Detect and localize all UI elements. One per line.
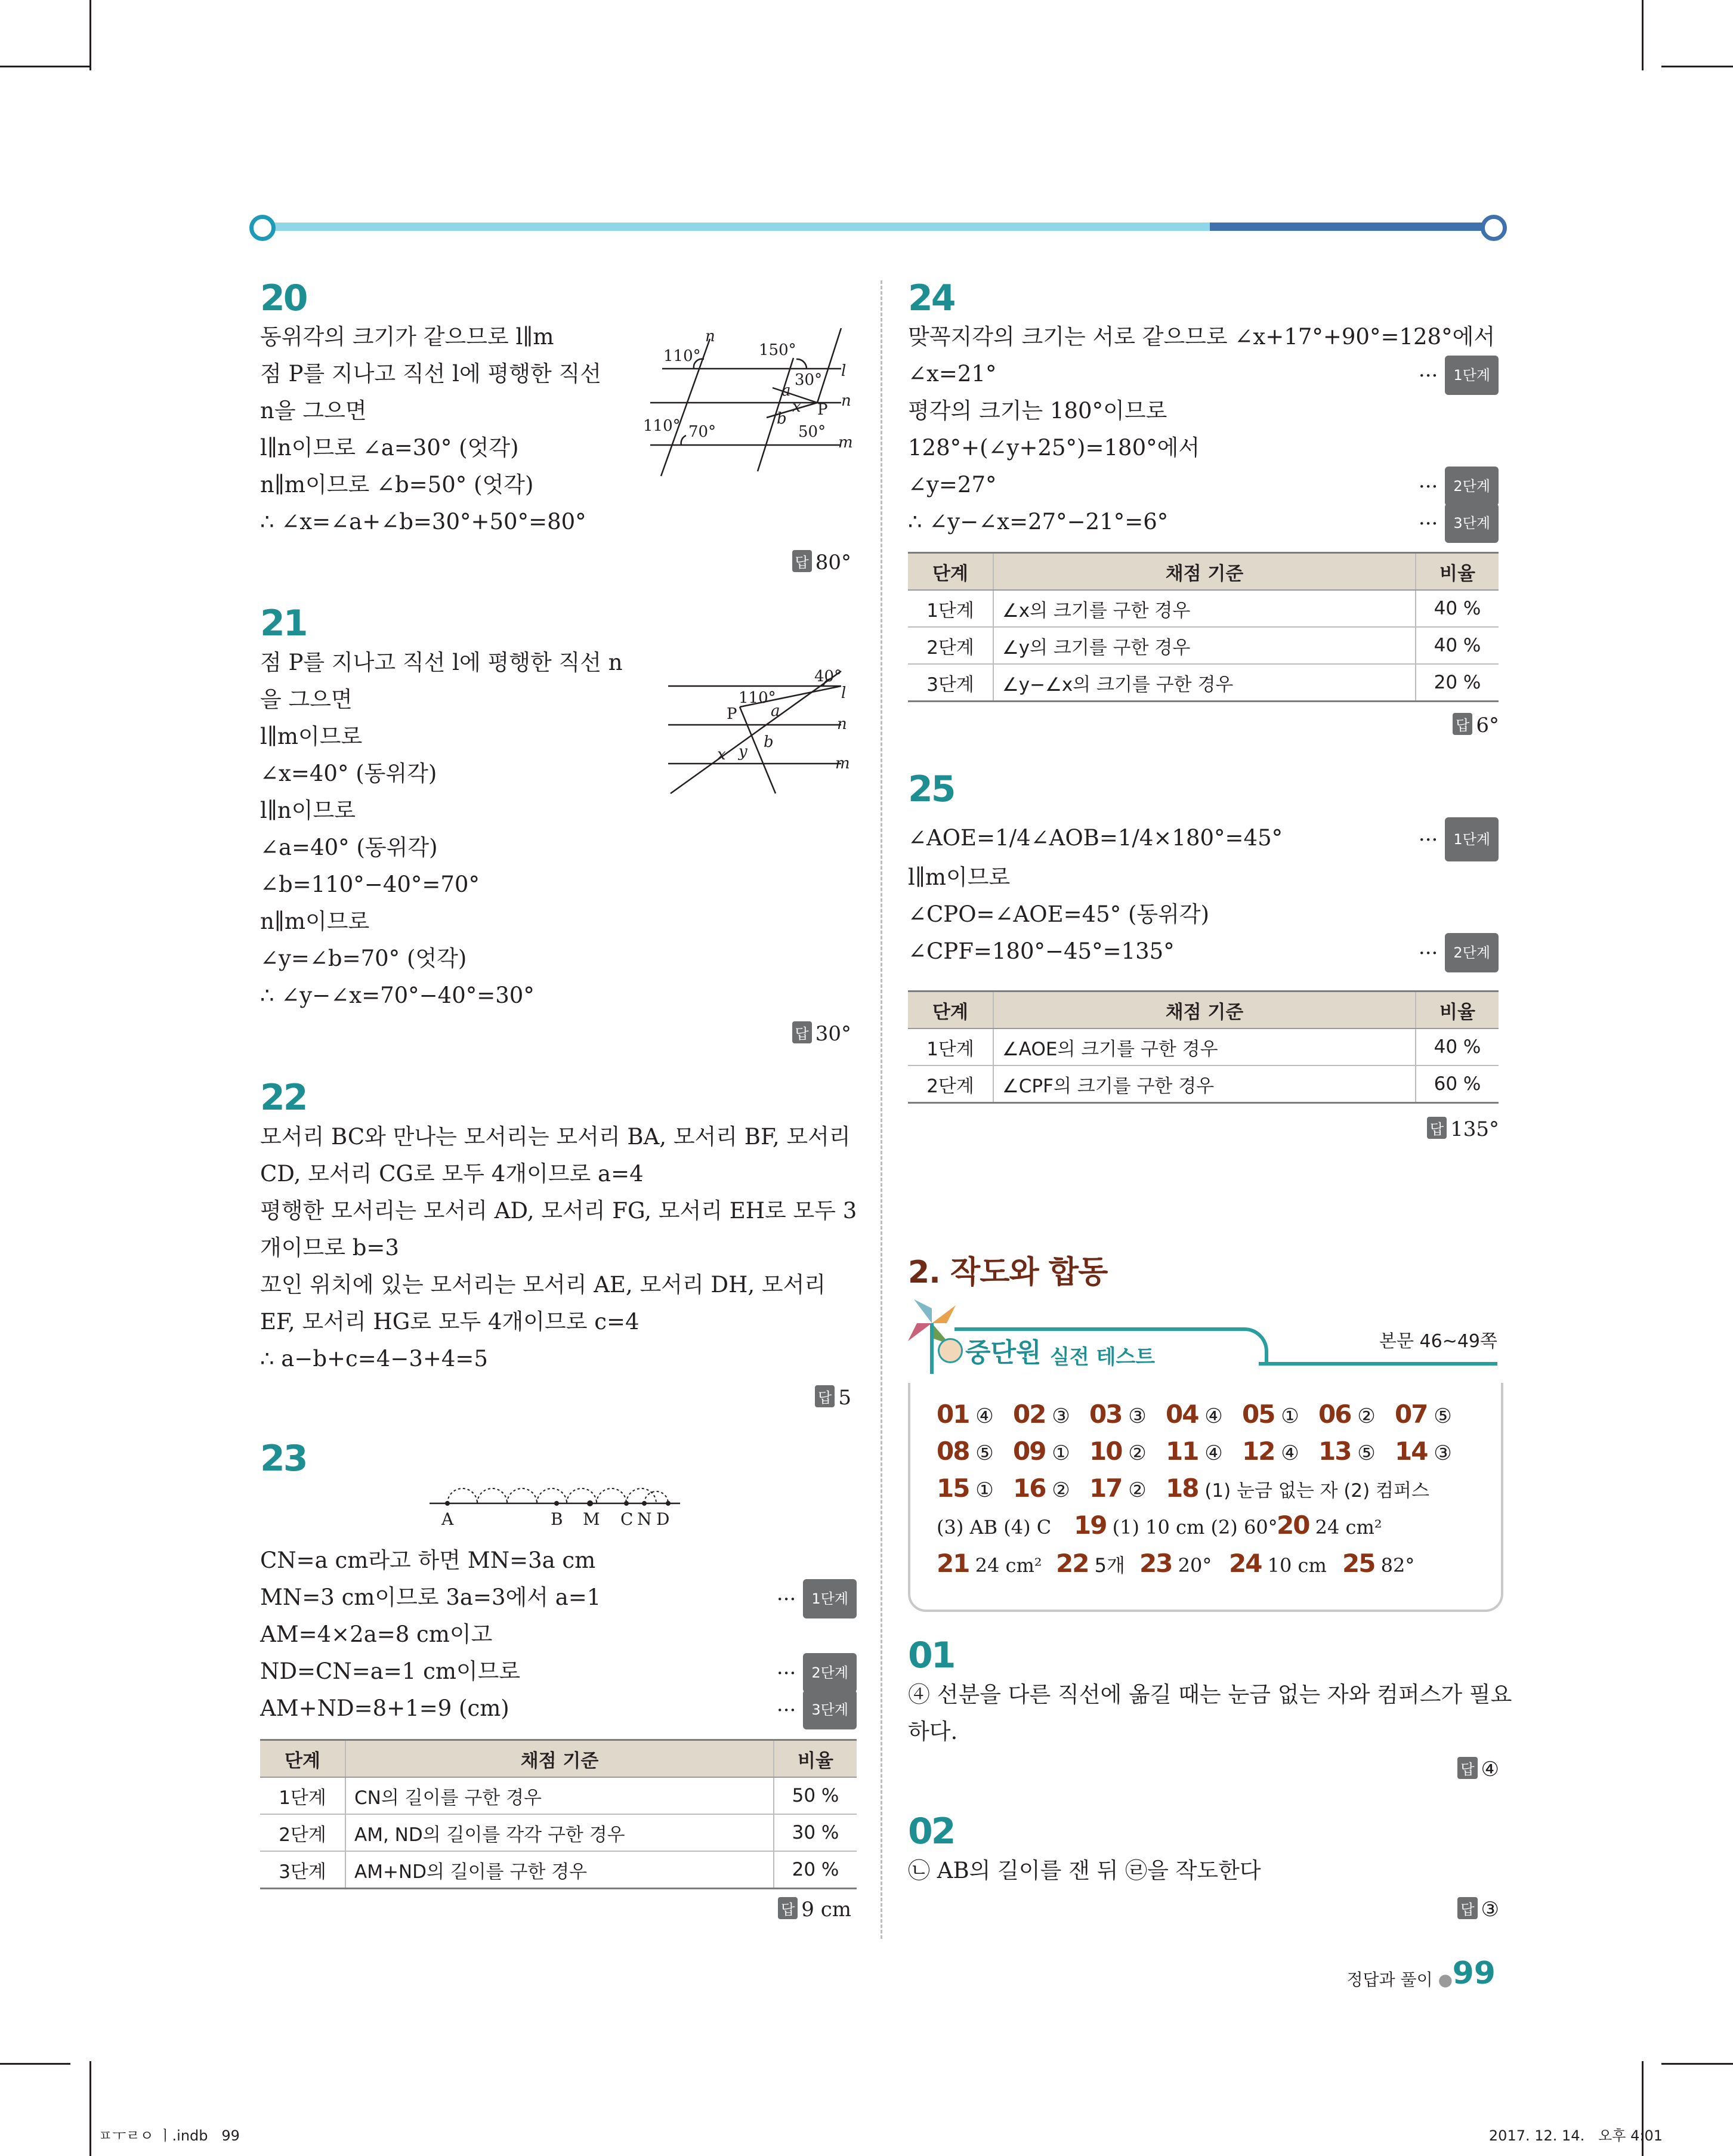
fig-label: P — [817, 401, 828, 419]
answer-value: 135° — [1450, 1117, 1499, 1141]
fig-label: 150° — [759, 341, 796, 359]
answer-01 — [1457, 1757, 1499, 1781]
solution-line: EF, 모서리 HG로 모두 4개이므로 c=4 — [260, 1309, 640, 1335]
page-reference: 본문 46~49쪽 — [1379, 1331, 1497, 1352]
solution-line: l∥n이므로 ∠a=30° (엇각) — [260, 435, 519, 461]
quick-answer: 14 ③ — [1395, 1437, 1452, 1466]
fig-label: l — [841, 684, 847, 702]
crop-mark — [1661, 66, 1733, 67]
quick-answer: 02 ③ — [1013, 1400, 1070, 1429]
scoring-table-23 — [260, 1739, 857, 1889]
crop-mark — [1642, 0, 1644, 70]
problem-number: 20 — [260, 277, 307, 319]
answer-20 — [792, 550, 851, 574]
solution-line: ∠x=40° (동위각) — [260, 761, 437, 786]
solution-line: l∥m이므로 — [260, 724, 363, 749]
header-bar-dot-right — [1481, 215, 1507, 241]
solution-line: n∥m이므로 — [260, 909, 370, 934]
table-row: 1단계 ∠AOE의 크기를 구한 경우 40 % — [908, 1028, 1499, 1065]
step-marker: ··· 3단계 — [777, 1690, 857, 1729]
fig-label: 110° — [643, 417, 681, 435]
solution-line: ∠x=21° ··· 1단계 — [908, 356, 1499, 393]
answer-badge: 답 — [1457, 1897, 1477, 1919]
fig-label: 30° — [795, 371, 823, 389]
solution-line: l∥m이므로 — [908, 864, 1011, 890]
quick-answer: 16 ② — [1013, 1474, 1070, 1503]
test-header — [931, 1327, 1503, 1369]
solution-line: 개이므로 b=3 — [260, 1235, 399, 1261]
crop-mark — [24, 66, 91, 67]
solution-line: 하다. — [908, 1719, 958, 1744]
solution-line: AM+ND=8+1=9 (cm) ··· 3단계 — [260, 1690, 857, 1727]
solution-line: 128°+(∠y+25°)=180°에서 — [908, 435, 1200, 461]
table-header: 채점 기준 — [345, 1740, 774, 1778]
table-header: 채점 기준 — [993, 991, 1416, 1029]
table-row: 1단계 ∠x의 크기를 구한 경우 40 % — [908, 590, 1499, 627]
quick-answer: 08 ⑤ — [937, 1437, 994, 1466]
crop-mark — [0, 2063, 70, 2065]
fig-label: 40° — [814, 668, 842, 685]
solution-line: ND=CN=a=1 cm이므로 ··· 2단계 — [260, 1653, 857, 1690]
crop-mark — [89, 2061, 91, 2156]
solution-line: 평각의 크기는 180°이므로 — [908, 398, 1167, 424]
step-marker: ··· 2단계 — [1419, 933, 1499, 972]
solution-line: ∠y=27° ··· 2단계 — [908, 467, 1499, 504]
point-label: C — [620, 1509, 634, 1527]
solution-line: ∴ ∠x=∠a+∠b=30°+50°=80° — [260, 509, 586, 535]
point-label: D — [656, 1509, 670, 1527]
answer-value: 9 cm — [801, 1898, 851, 1922]
fig-label: 110° — [663, 347, 701, 365]
scoring-table-25 — [908, 990, 1499, 1104]
table-header: 비율 — [1416, 553, 1499, 591]
solution-line: ∠b=110°−40°=70° — [260, 872, 480, 897]
answer-22 — [815, 1385, 851, 1410]
fig-label: n — [841, 392, 851, 410]
answer-row — [937, 1474, 1429, 1503]
step-marker: ··· 3단계 — [1419, 504, 1499, 543]
avatar-icon — [938, 1338, 963, 1363]
solution-line: MN=3 cm이므로 3a=3에서 a=1 ··· 1단계 — [260, 1579, 857, 1616]
fig-label: 50° — [798, 423, 826, 441]
answer-21 — [792, 1021, 851, 1046]
solution-line: ∴ a−b+c=4−3+4=5 — [260, 1346, 488, 1372]
table-row: 1단계 CN의 길이를 구한 경우 50 % — [260, 1777, 857, 1814]
table-row: 3단계 AM+ND의 길이를 구한 경우 20 % — [260, 1851, 857, 1889]
figure-segment-23 — [430, 1474, 686, 1527]
step-marker: ··· 1단계 — [1419, 356, 1499, 395]
quick-answer: 03 ③ — [1089, 1400, 1147, 1429]
answer-badge: 답 — [1457, 1757, 1477, 1779]
quick-answer: 09 ① — [1013, 1437, 1070, 1466]
quick-answer: 22 5개 — [1056, 1549, 1125, 1578]
header-bar-left — [255, 223, 1222, 231]
answer-value: 5 — [838, 1386, 851, 1410]
quick-answer: 01 ④ — [937, 1400, 994, 1429]
solution-line: ㉡ AB의 길이를 잰 뒤 ㉣을 작도한다 — [908, 1858, 1261, 1883]
answer-02 — [1457, 1897, 1499, 1922]
answer-badge: 답 — [815, 1385, 835, 1407]
print-time: 2017. 12. 14. 오후 4:01 — [1488, 2127, 1663, 2144]
problem-number: 02 — [908, 1811, 954, 1852]
quick-answer: 17 ② — [1089, 1474, 1147, 1503]
figure-parallel-lines-20 — [638, 328, 853, 483]
answer-25 — [1427, 1117, 1499, 1141]
crop-mark — [89, 0, 91, 70]
fig-label: P — [727, 705, 737, 723]
table-row: 2단계 AM, ND의 길이를 각각 구한 경우 30 % — [260, 1814, 857, 1851]
solution-line: 점 P를 지나고 직선 l에 평행한 직선 — [260, 361, 601, 387]
fig-label: n — [705, 328, 715, 345]
quick-answer: 18 (1) 눈금 없는 자 (2) 컴퍼스 — [1166, 1474, 1429, 1503]
solution-line: 평행한 모서리는 모서리 AD, 모서리 FG, 모서리 EH로 모두 3 — [260, 1198, 857, 1224]
quick-answer: 12 ④ — [1242, 1437, 1299, 1466]
solution-line: ∴ ∠y−∠x=27°−21°=6° ··· 3단계 — [908, 504, 1499, 540]
quick-answer: 21 24 cm² — [937, 1549, 1042, 1578]
quick-answer: 24 10 cm — [1229, 1549, 1327, 1578]
table-header: 단계 — [260, 1740, 345, 1778]
quick-answer: 11 ④ — [1166, 1437, 1223, 1466]
table-header: 단계 — [908, 553, 993, 591]
solution-line: l∥n이므로 — [260, 798, 356, 823]
quick-answer: 07 ⑤ — [1395, 1400, 1452, 1429]
test-underline — [1259, 1362, 1497, 1366]
footer-label: 정답과 풀이 ● — [1346, 1970, 1453, 1990]
quick-answer: 19 (1) 10 cm (2) 60° — [1074, 1511, 1278, 1540]
fig-label: a — [781, 382, 791, 400]
solution-line: CN=a cm라고 하면 MN=3a cm — [260, 1547, 596, 1573]
column-divider — [881, 280, 882, 1939]
quick-answer: 20 24 cm² — [1277, 1511, 1382, 1540]
table-header: 단계 — [908, 991, 993, 1029]
answer-badge: 답 — [1453, 713, 1472, 735]
answer-badge: 답 — [792, 1021, 812, 1043]
fig-label: m — [835, 755, 850, 773]
header-bar — [255, 220, 1501, 234]
solution-line: 꼬인 위치에 있는 모서리는 모서리 AE, 모서리 DH, 모서리 — [260, 1272, 826, 1298]
answer-value: ③ — [1481, 1898, 1499, 1922]
answer-badge: 답 — [778, 1897, 798, 1919]
problem-21-body — [260, 644, 623, 1014]
scoring-table-24 — [908, 552, 1499, 702]
point-label: N — [637, 1509, 652, 1527]
quick-answer: 13 ⑤ — [1318, 1437, 1376, 1466]
solution-line: ∠y=∠b=70° (엇각) — [260, 946, 467, 971]
problem-01-body — [908, 1676, 1512, 1750]
page-number: 99 — [1452, 1956, 1496, 1991]
problem-number: 21 — [260, 603, 307, 644]
quick-answer: 10 ② — [1089, 1437, 1147, 1466]
problem-number: 24 — [908, 277, 954, 319]
table-row: 3단계 ∠y−∠x의 크기를 구한 경우 20 % — [908, 664, 1499, 702]
fig-label: 70° — [688, 423, 716, 441]
answer-row — [937, 1549, 1414, 1578]
problem-20-body — [260, 319, 601, 540]
solution-line: n을 그으면 — [260, 398, 367, 424]
answer-value: ④ — [1481, 1757, 1499, 1781]
solution-line: 동위각의 크기가 같으므로 l∥m — [260, 324, 554, 350]
problem-number: 23 — [260, 1438, 307, 1479]
header-bar-dot-left — [249, 215, 276, 241]
quick-answer: 06 ② — [1318, 1400, 1376, 1429]
table-header: 비율 — [774, 1740, 857, 1778]
table-header: 비율 — [1416, 991, 1499, 1029]
solution-line: 점 P를 지나고 직선 l에 평행한 직선 n — [260, 650, 623, 675]
problem-number: 22 — [260, 1077, 307, 1119]
solution-line: ∠CPO=∠AOE=45° (동위각) — [908, 901, 1210, 927]
answer-row — [937, 1437, 1471, 1466]
solution-line: ∴ ∠y−∠x=70°−40°=30° — [260, 983, 535, 1008]
answer-value: 30° — [815, 1022, 851, 1046]
answer-badge: 답 — [792, 550, 812, 572]
answer-24 — [1453, 713, 1499, 737]
table-header: 채점 기준 — [993, 553, 1416, 591]
problem-22-body — [260, 1119, 857, 1377]
table-row: 2단계 ∠y의 크기를 구한 경우 40 % — [908, 627, 1499, 664]
answer-value: 6° — [1476, 713, 1499, 737]
problem-23-body — [260, 1542, 857, 1727]
answer-row — [937, 1400, 1471, 1429]
solution-line: ∠CPF=180°−45°=135° ··· 2단계 — [908, 933, 1499, 970]
problem-number: 25 — [908, 768, 954, 810]
test-title: 중단원 — [965, 1338, 1042, 1368]
step-marker: ··· 2단계 — [1419, 467, 1499, 506]
solution-line: ④ 선분을 다른 직선에 옮길 때는 눈금 없는 자와 컴퍼스가 필요 — [908, 1682, 1512, 1707]
chapter-title: 2. 작도와 합동 — [908, 1255, 1108, 1290]
test-subtitle: 실전 테스트 — [1050, 1345, 1156, 1369]
problem-25-body — [908, 817, 1499, 970]
solution-line: n∥m이므로 ∠b=50° (엇각) — [260, 472, 534, 498]
quick-answer: (3) AB (4) C — [937, 1516, 1052, 1539]
solution-line: 맞꼭지각의 크기는 서로 같으므로 ∠x+17°+90°=128°에서 — [908, 324, 1496, 350]
fig-label: b — [777, 410, 787, 428]
fig-label: x — [717, 746, 726, 764]
solution-line: 을 그으면 — [260, 687, 353, 712]
header-bar-right — [1210, 223, 1501, 231]
step-marker: ··· 2단계 — [777, 1653, 857, 1692]
point-label: B — [551, 1509, 563, 1527]
quick-answer: 05 ① — [1242, 1400, 1299, 1429]
quick-answer: 23 20° — [1139, 1549, 1212, 1578]
quick-answer: 25 82° — [1342, 1549, 1415, 1578]
fig-label: b — [764, 733, 774, 751]
solution-line: CD, 모서리 CG로 모두 4개이므로 a=4 — [260, 1161, 644, 1187]
fig-label: a — [771, 702, 780, 720]
point-label: A — [441, 1509, 454, 1527]
problem-number: 01 — [908, 1635, 954, 1676]
crop-mark — [1661, 2063, 1733, 2065]
fig-label: n — [837, 715, 847, 733]
answer-badge: 답 — [1427, 1117, 1447, 1139]
solution-line: ∠a=40° (동위각) — [260, 835, 438, 860]
step-marker: ··· 1단계 — [777, 1579, 857, 1618]
fig-label: 110° — [739, 689, 776, 707]
problem-02-body — [908, 1852, 1499, 1889]
fig-label: y — [739, 743, 747, 761]
solution-line: ∠AOE=1/4∠AOB=1/4×180°=45° ··· 1단계 — [908, 817, 1499, 859]
table-row: 2단계 ∠CPF의 크기를 구한 경우 60 % — [908, 1065, 1499, 1103]
quick-answer: 04 ④ — [1166, 1400, 1223, 1429]
fig-label: x — [792, 398, 801, 416]
file-info: ㅍㅜㄹㅇ ㅣ.indb 99 — [98, 2127, 240, 2144]
solution-line: AM=4×2a=8 cm이고 — [260, 1621, 493, 1647]
point-label: M — [583, 1509, 600, 1527]
quick-answer: 15 ① — [937, 1474, 994, 1503]
answer-value: 80° — [815, 551, 851, 574]
answer-23 — [778, 1897, 851, 1922]
fig-label: l — [841, 362, 847, 380]
answer-row — [937, 1511, 1382, 1540]
problem-24-body — [908, 319, 1499, 540]
figure-parallel-lines-21 — [662, 650, 859, 799]
step-marker: ··· 1단계 — [1419, 817, 1499, 861]
solution-line: 모서리 BC와 만나는 모서리는 모서리 BA, 모서리 BF, 모서리 — [260, 1124, 851, 1150]
fig-label: m — [838, 434, 853, 452]
answer-box — [908, 1383, 1503, 1612]
